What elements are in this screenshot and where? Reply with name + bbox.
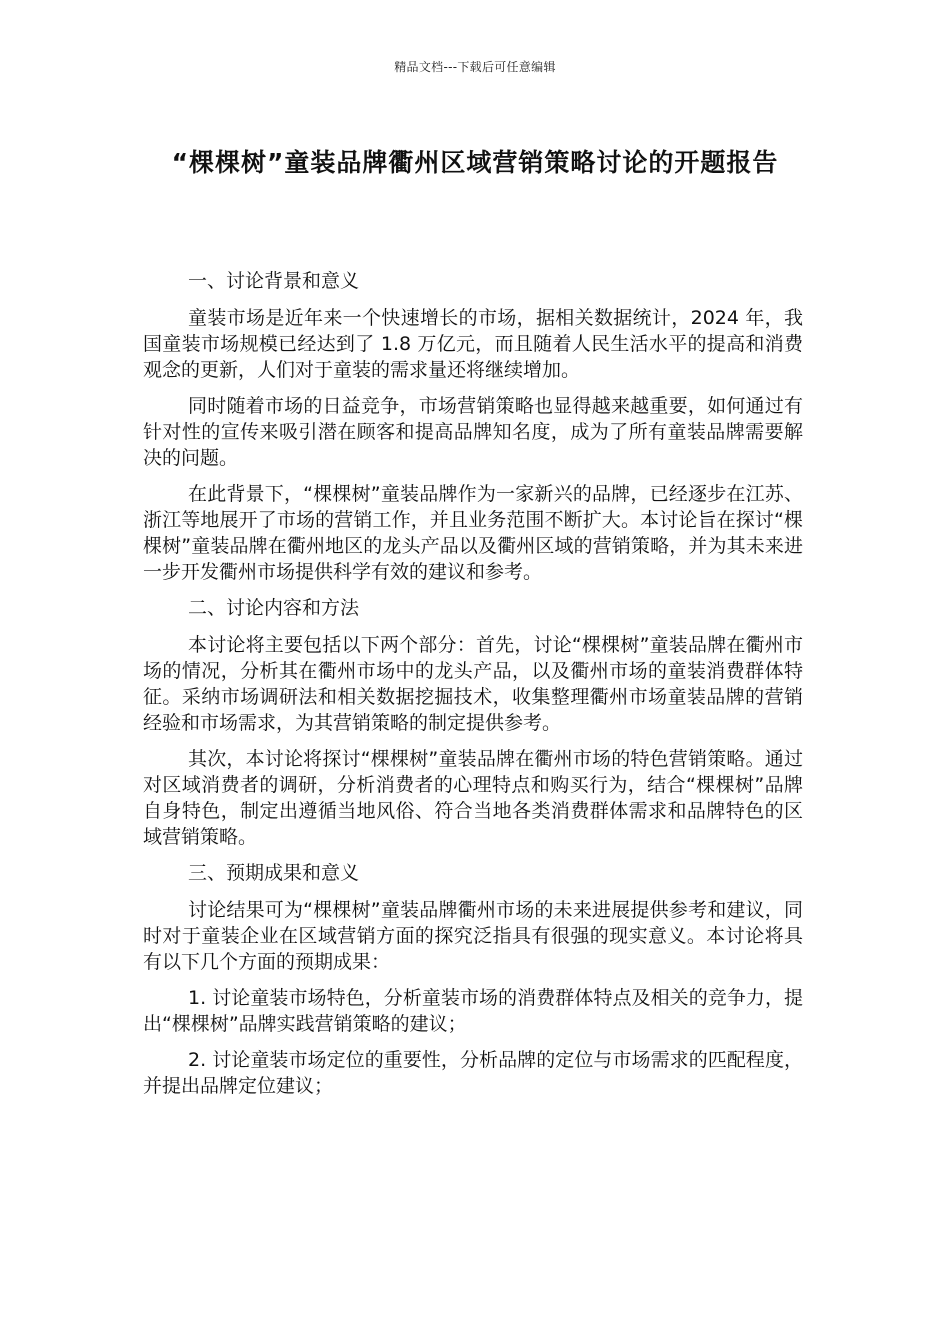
list-item: 2. 讨论童装市场定位的重要性，分析品牌的定位与市场需求的匹配程度，并提出品牌定位建议； xyxy=(143,1049,803,1097)
paragraph: 讨论结果可为“棵棵树”童装品牌衢州市场的未来进展提供参考和建议，同时对于童装企业在区域营销方面的探究泛指具有很强的现实意义。本讨论将具有以下几个方面的预期成果： xyxy=(143,899,803,973)
paragraph: 其次，本讨论将探讨“棵棵树”童装品牌在衢州市场的特色营销策略。通过对区域消费者的调研，分析消费者的心理特点和购买行为，结合“棵棵树”品牌自身特色，制定出遵循当地风俗、符合当地各类消费群体需求和品牌特色的区域营销策略。 xyxy=(143,748,803,848)
paragraph: 同时随着市场的日益竞争，市场营销策略也显得越来越重要，如何通过有针对性的宣传来吸引潜在顾客和提高品牌知名度，成为了所有童装品牌需要解决的问题。 xyxy=(143,395,803,469)
paragraph: 本讨论将主要包括以下两个部分：首先，讨论“棵棵树”童装品牌在衢州市场的情况，分析其在衢州市场中的龙头产品，以及衢州市场的童装消费群体特征。采纳市场调研法和相关数据挖掘技术，收集整理衢州市场童装品牌的营销经验和市场需求，为其营销策略的制定提供参考。 xyxy=(143,634,803,734)
section-heading-content-method: 二、讨论内容和方法 xyxy=(188,597,360,619)
paragraph: 在此背景下，“棵棵树”童装品牌作为一家新兴的品牌，已经逐步在江苏、浙江等地展开了市场的营销工作，并且业务范围不断扩大。本讨论旨在探讨“棵棵树”童装品牌在衢州地区的龙头产品以及衢州区域的营销策略，并为其未来进一步开发衢州市场提供科学有效的建议和参考。 xyxy=(143,483,803,583)
header-note: 精品文档---下载后可任意编辑 xyxy=(394,60,556,74)
section-heading-expected: 三、预期成果和意义 xyxy=(188,862,360,884)
paragraph: 童装市场是近年来一个快速增长的市场，据相关数据统计，2024 年，我国童装市场规模已经达到了 1.8 万亿元，而且随着人民生活水平的提高和消费观念的更新，人们对于童装的需求量还将继续增加。 xyxy=(143,307,803,381)
document-body xyxy=(143,268,803,1109)
list-item: 1. 讨论童装市场特色，分析童装市场的消费群体特点及相关的竞争力，提出“棵棵树”品牌实践营销策略的建议； xyxy=(143,987,803,1035)
document-title: “棵棵树”童装品牌衢州区域营销策略讨论的开题报告 xyxy=(171,148,779,177)
section-heading-background: 一、讨论背景和意义 xyxy=(188,270,360,292)
